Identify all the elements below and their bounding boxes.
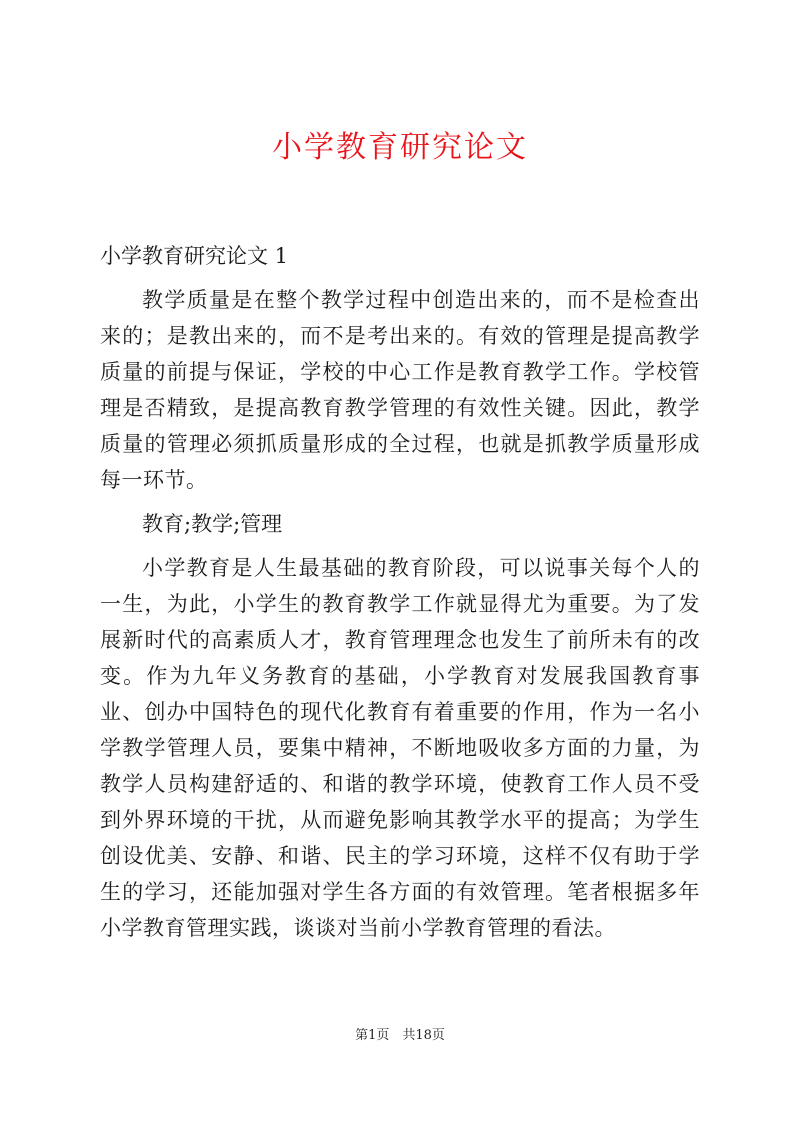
document-body (100, 238, 700, 954)
abstract-paragraph: 教学质量是在整个教学过程中创造出来的，而不是检查出来的；是教出来的，而不是考出来的。有效的管理是提高教学质量的前提与保证，学校的中心工作是教育教学工作。学校管理是否精致，是提高教育教学管理的有效性关键。因此，教学质量的管理必须抓质量形成的全过程，也就是抓教学质量形成每一环节。 (100, 288, 700, 492)
section-heading: 小学教育研究论文 1 (100, 244, 289, 268)
document-title: 小学教育研究论文 (272, 130, 528, 165)
body-paragraph: 小学教育是人生最基础的教育阶段，可以说事关每个人的一生，为此，小学生的教育教学工作就显得尤为重要。为了发展新时代的高素质人才，教育管理理念也发生了前所未有的改变。作为九年义务教育的基础，小学教育对发展我国教育事业、创办中国特色的现代化教育有着重要的作用，作为一名小学教学管理人员，要集中精神，不断地吸收多方面的力量，为教学人员构建舒适的、和谐的教学环境，使教育工作人员不受到外界环境的干扰，从而避免影响其教学水平的提高；为学生创设优美、安静、和谐、民主的学习环境，这样不仅有助于学生的学习，还能加强对学生各方面的有效管理。笔者根据多年小学教育管理实践，谈谈对当前小学教育管理的看法。 (100, 556, 700, 940)
keywords-line: 教育;教学;管理 (142, 512, 283, 536)
page-footer: 第1页 共18页 (355, 1028, 445, 1043)
